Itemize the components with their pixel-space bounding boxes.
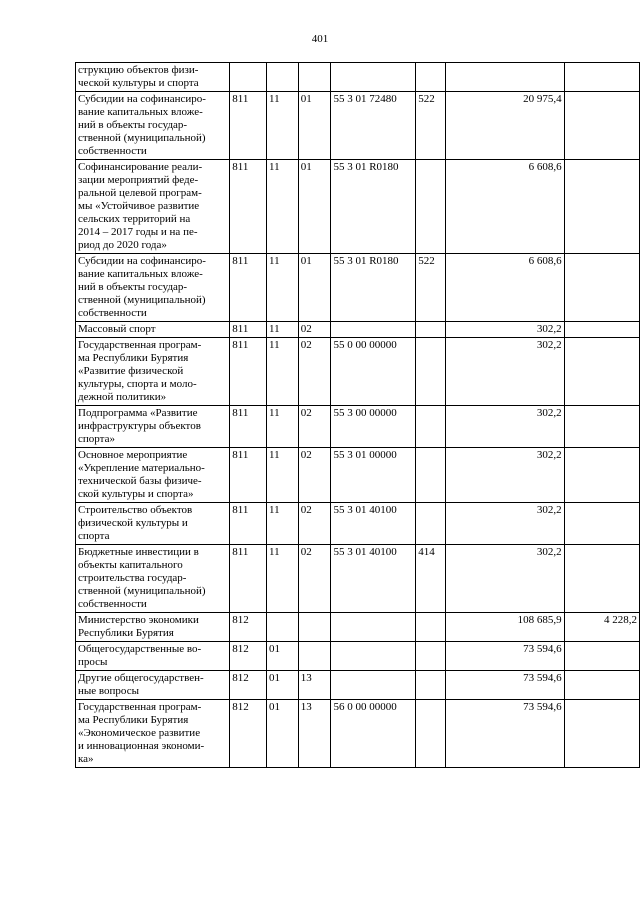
subsection-code-cell: 02 — [298, 503, 331, 545]
extra-amount-cell — [564, 254, 639, 322]
amount-cell: 6 608,6 — [446, 254, 565, 322]
table-row — [76, 503, 640, 545]
expense-type-cell — [416, 700, 446, 768]
row-name-cell: Государственная програм- ма Республики Бурятия «Развитие физической культуры, спорта и моло- дежной политики» — [76, 338, 230, 406]
ministry-code-cell: 811 — [230, 160, 267, 254]
table-row — [76, 700, 640, 768]
row-name-cell: Строительство объектов физической культуры и спорта — [76, 503, 230, 545]
ministry-code-cell: 812 — [230, 671, 267, 700]
section-code-cell — [267, 613, 299, 642]
expense-type-cell — [416, 406, 446, 448]
extra-amount-cell — [564, 448, 639, 503]
subsection-code-cell: 02 — [298, 406, 331, 448]
expense-type-cell — [416, 503, 446, 545]
amount-cell: 20 975,4 — [446, 92, 565, 160]
extra-amount-cell — [564, 671, 639, 700]
subsection-code-cell: 02 — [298, 448, 331, 503]
table-row — [76, 406, 640, 448]
amount-cell: 302,2 — [446, 322, 565, 338]
ministry-code-cell: 811 — [230, 322, 267, 338]
amount-cell — [446, 63, 565, 92]
row-name-cell: Основное мероприятие «Укрепление материально- технической базы физиче- ской культуры и спорта» — [76, 448, 230, 503]
ministry-code-cell: 811 — [230, 406, 267, 448]
table-row — [76, 63, 640, 92]
target-article-cell: 55 3 00 00000 — [331, 406, 416, 448]
section-code-cell: 11 — [267, 254, 299, 322]
amount-cell: 6 608,6 — [446, 160, 565, 254]
target-article-cell — [331, 322, 416, 338]
ministry-code-cell: 812 — [230, 642, 267, 671]
section-code-cell: 01 — [267, 671, 299, 700]
subsection-code-cell: 02 — [298, 338, 331, 406]
target-article-cell: 55 0 00 00000 — [331, 338, 416, 406]
subsection-code-cell — [298, 613, 331, 642]
ministry-code-cell: 812 — [230, 613, 267, 642]
section-code-cell: 01 — [267, 700, 299, 768]
expense-type-cell — [416, 642, 446, 671]
amount-cell: 302,2 — [446, 545, 565, 613]
expense-type-cell — [416, 322, 446, 338]
table-row — [76, 322, 640, 338]
subsection-code-cell: 02 — [298, 322, 331, 338]
row-name-cell: Бюджетные инвестиции в объекты капитального строительства государ- ственной (муниципальной) собственности — [76, 545, 230, 613]
section-code-cell: 11 — [267, 503, 299, 545]
section-code-cell: 11 — [267, 545, 299, 613]
ministry-code-cell: 811 — [230, 338, 267, 406]
row-name-cell: Софинансирование реали- зации мероприятий феде- ральной целевой програм- мы «Устойчивое развитие сельских территорий на 2014 – 2017 годы и на пе- риод до 2020 года» — [76, 160, 230, 254]
target-article-cell: 56 0 00 00000 — [331, 700, 416, 768]
extra-amount-cell — [564, 63, 639, 92]
target-article-cell: 55 3 01 R0180 — [331, 160, 416, 254]
ministry-code-cell — [230, 63, 267, 92]
table-row — [76, 642, 640, 671]
extra-amount-cell: 4 228,2 — [564, 613, 639, 642]
table-row — [76, 545, 640, 613]
table-row — [76, 92, 640, 160]
extra-amount-cell — [564, 406, 639, 448]
row-name-cell: Массовый спорт — [76, 322, 230, 338]
subsection-code-cell: 01 — [298, 92, 331, 160]
extra-amount-cell — [564, 700, 639, 768]
ministry-code-cell: 811 — [230, 545, 267, 613]
extra-amount-cell — [564, 322, 639, 338]
page-number: 401 — [311, 33, 329, 45]
row-name-cell: струкцию объектов физи- ческой культуры и спорта — [76, 63, 230, 92]
amount-cell: 73 594,6 — [446, 642, 565, 671]
section-code-cell: 11 — [267, 322, 299, 338]
target-article-cell: 55 3 01 40100 — [331, 545, 416, 613]
target-article-cell — [331, 642, 416, 671]
target-article-cell — [331, 613, 416, 642]
row-name-cell: Министерство экономики Республики Бурятия — [76, 613, 230, 642]
target-article-cell: 55 3 01 72480 — [331, 92, 416, 160]
extra-amount-cell — [564, 642, 639, 671]
extra-amount-cell — [564, 545, 639, 613]
budget-table — [75, 62, 640, 768]
amount-cell: 302,2 — [446, 338, 565, 406]
extra-amount-cell — [564, 160, 639, 254]
expense-type-cell — [416, 671, 446, 700]
extra-amount-cell — [564, 338, 639, 406]
amount-cell: 73 594,6 — [446, 700, 565, 768]
amount-cell: 108 685,9 — [446, 613, 565, 642]
section-code-cell: 01 — [267, 642, 299, 671]
target-article-cell: 55 3 01 40100 — [331, 503, 416, 545]
amount-cell: 302,2 — [446, 503, 565, 545]
table-row — [76, 671, 640, 700]
subsection-code-cell — [298, 642, 331, 671]
expense-type-cell: 522 — [416, 92, 446, 160]
target-article-cell: 55 3 01 R0180 — [331, 254, 416, 322]
amount-cell: 73 594,6 — [446, 671, 565, 700]
amount-cell: 302,2 — [446, 448, 565, 503]
section-code-cell: 11 — [267, 406, 299, 448]
subsection-code-cell: 13 — [298, 671, 331, 700]
section-code-cell: 11 — [267, 92, 299, 160]
expense-type-cell: 522 — [416, 254, 446, 322]
row-name-cell: Субсидии на софинансиро- вание капитальных вложе- ний в объекты государ- ственной (муниципальной) собственности — [76, 92, 230, 160]
row-name-cell: Государственная програм- ма Республики Бурятия «Экономическое развитие и инновационная экономи- ка» — [76, 700, 230, 768]
row-name-cell: Подпрограмма «Развитие инфраструктуры объектов спорта» — [76, 406, 230, 448]
table-row — [76, 448, 640, 503]
row-name-cell: Субсидии на софинансиро- вание капитальных вложе- ний в объекты государ- ственной (муниципальной) собственности — [76, 254, 230, 322]
table-row — [76, 160, 640, 254]
table-row — [76, 613, 640, 642]
expense-type-cell: 414 — [416, 545, 446, 613]
expense-type-cell — [416, 160, 446, 254]
subsection-code-cell: 02 — [298, 545, 331, 613]
target-article-cell — [331, 63, 416, 92]
ministry-code-cell: 811 — [230, 254, 267, 322]
subsection-code-cell: 01 — [298, 160, 331, 254]
expense-type-cell — [416, 63, 446, 92]
subsection-code-cell: 13 — [298, 700, 331, 768]
expense-type-cell — [416, 448, 446, 503]
section-code-cell — [267, 63, 299, 92]
ministry-code-cell: 812 — [230, 700, 267, 768]
ministry-code-cell: 811 — [230, 448, 267, 503]
ministry-code-cell: 811 — [230, 503, 267, 545]
target-article-cell — [331, 671, 416, 700]
section-code-cell: 11 — [267, 338, 299, 406]
ministry-code-cell: 811 — [230, 92, 267, 160]
row-name-cell: Другие общегосударствен- ные вопросы — [76, 671, 230, 700]
table-row — [76, 338, 640, 406]
subsection-code-cell — [298, 63, 331, 92]
table-row — [76, 254, 640, 322]
target-article-cell: 55 3 01 00000 — [331, 448, 416, 503]
expense-type-cell — [416, 338, 446, 406]
subsection-code-cell: 01 — [298, 254, 331, 322]
expense-type-cell — [416, 613, 446, 642]
extra-amount-cell — [564, 503, 639, 545]
amount-cell: 302,2 — [446, 406, 565, 448]
section-code-cell: 11 — [267, 160, 299, 254]
row-name-cell: Общегосударственные во- просы — [76, 642, 230, 671]
section-code-cell: 11 — [267, 448, 299, 503]
extra-amount-cell — [564, 92, 639, 160]
